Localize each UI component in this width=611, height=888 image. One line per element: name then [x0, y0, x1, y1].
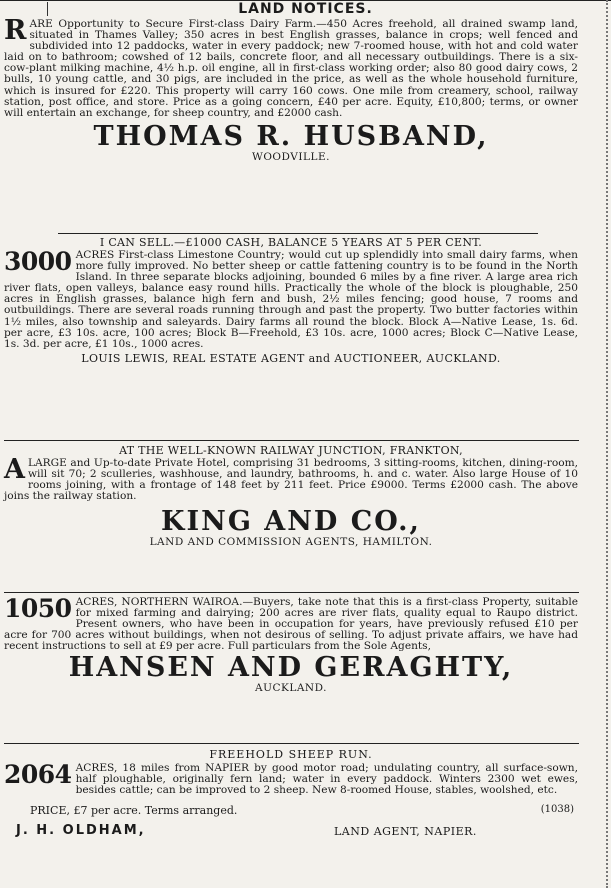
agent-row — [4, 823, 578, 839]
price-row — [4, 804, 578, 817]
agent-line: LOUIS LEWIS, REAL ESTATE AGENT and AUCTIONEER, AUCKLAND. — [81, 351, 501, 365]
ad-limestone-country — [4, 236, 578, 365]
section-header: LAND NOTICES. — [238, 1, 373, 17]
ad-text: ACRES, 18 miles from NAPIER by good motor road; undulating country, all surface-sown, half ploughable, originally fern land; water in every paddock. Winters 2300 wet ewes, besides cattle; can be improved to 2 sheep. New 8-roomed House, stables, woolshed, etc. — [75, 762, 578, 797]
price-line: PRICE, £7 per acre. Terms arranged. — [30, 804, 238, 818]
ad-body — [4, 594, 578, 653]
acreage-number: 3000 — [4, 247, 72, 276]
ad-sheep-run — [4, 748, 578, 839]
ad-body — [4, 454, 578, 503]
divider — [4, 440, 579, 441]
acreage-number: 1050 — [4, 594, 72, 623]
ad-northern-wairoa — [4, 594, 578, 695]
agent-location: AUCKLAND. — [255, 682, 327, 695]
ad-body — [4, 247, 578, 350]
column-rule — [606, 0, 608, 888]
ad-dairy-farm — [4, 15, 578, 163]
ad-reference: (1038) — [540, 804, 574, 816]
ad-text: ACRES, NORTHERN WAIROA.—Buyers, take note that this is a first-class Property, suitable for mixed farming and dairying; 200 acres are river flats, quality equal to Raupo district. Present owners, who have been in occupation for years, have previously refused £10 per acre for 700 acres without buildings, when not desirous of selling. To adjust private affairs, we have had recent instructions to sell at £9 per acre. Full particulars from the Sole Agents, — [4, 596, 578, 653]
agent-name: HANSEN AND GERAGHTY, — [68, 652, 514, 684]
agent-name: J. H. OLDHAM, — [16, 823, 146, 839]
ad-body — [4, 15, 578, 119]
divider — [4, 743, 579, 744]
agent-location: LAND AGENT, NAPIER. — [334, 825, 477, 839]
divider — [58, 233, 538, 234]
acreage-number: 2064 — [4, 760, 72, 789]
drop-cap: R — [4, 15, 27, 46]
agent-name: KING AND CO., — [161, 506, 421, 538]
divider — [4, 592, 579, 593]
ad-headline: I CAN SELL.—£1000 CASH, BALANCE 5 YEARS AT 5 PER CENT. — [99, 236, 483, 249]
ad-text: LARGE and Up-to-date Private Hotel, comprising 31 bedrooms, 3 sitting-rooms, kitchen, dining-room, will sit 70; 2 sculleries, washhouse, and laundry, bathrooms, h. and c. water. Also large House of 10 rooms joining, with a frontage of 148 feet by 211 feet. Price £9000. Terms £2000 cash. The above joins the railway station. — [4, 457, 578, 503]
drop-cap: A — [4, 454, 25, 485]
agent-location: WOODVILLE. — [252, 150, 330, 163]
ad-body — [4, 760, 578, 797]
ad-headline: FREEHOLD SHEEP RUN. — [209, 748, 373, 761]
ad-private-hotel — [4, 444, 578, 548]
ad-text: ARE Opportunity to Secure First-class Dairy Farm.—450 Acres freehold, all drained swamp land, situated in Thames Valley; 350 acres in best English grasses, balance in crops; well fenced and subdivided into 12 paddocks, water in every paddock; new 7-roomed house, with hot and cold water laid on to bathroom; cowshed of 12 bails, concrete floor, and all necessary outbuildings. There is a six-cow-plant milking machine, 4½ h.p. oil engine, all in first-class working order; also 80 good dairy cows, 2 bulls, 10 young cattle, and 30 pigs, are included in the price, as well as the whole household furniture, which is insured for £220. This property will carry 160 cows. One mile from creamery, school, railway station, post office, and store. Price as a going concern, £40 per acre. Equity, £10,800; terms, or owner will entertain an exchange, for sheep country, and £2000 cash. — [4, 18, 578, 119]
ad-text: ACRES First-class Limestone Country; would cut up splendidly into small dairy farms, when more fully improved. No better sheep or cattle fattening country is to be found in the North Island. In three separate blocks adjoining, bounded 6 miles by a fine river. A large area rich river flats, open valleys, balance easy round hills. Practically the whole of the block is ploughable, 250 acres in English grasses, balance high fern and bush, 2½ miles fencing; good house, 7 rooms and outbuildings. There are several roads running through and past the property. Two butter factories within 1½ miles, also township and saleyards. Dairy farms all round the block. Block A—Native Lease, 1s. 6d. per acre, £3 10s. acre, 100 acres; Block B—Freehold, £3 10s. acre, 1000 acres; Block C—Native Lease, 1s. 3d. per acre, £1 10s., 1000 acres. — [4, 249, 578, 350]
ad-headline: AT THE WELL-KNOWN RAILWAY JUNCTION, FRANKTON, — [119, 444, 463, 457]
agent-location: LAND AND COMMISSION AGENTS, HAMILTON. — [149, 536, 433, 549]
agent-name: THOMAS R. HUSBAND, — [93, 120, 489, 152]
